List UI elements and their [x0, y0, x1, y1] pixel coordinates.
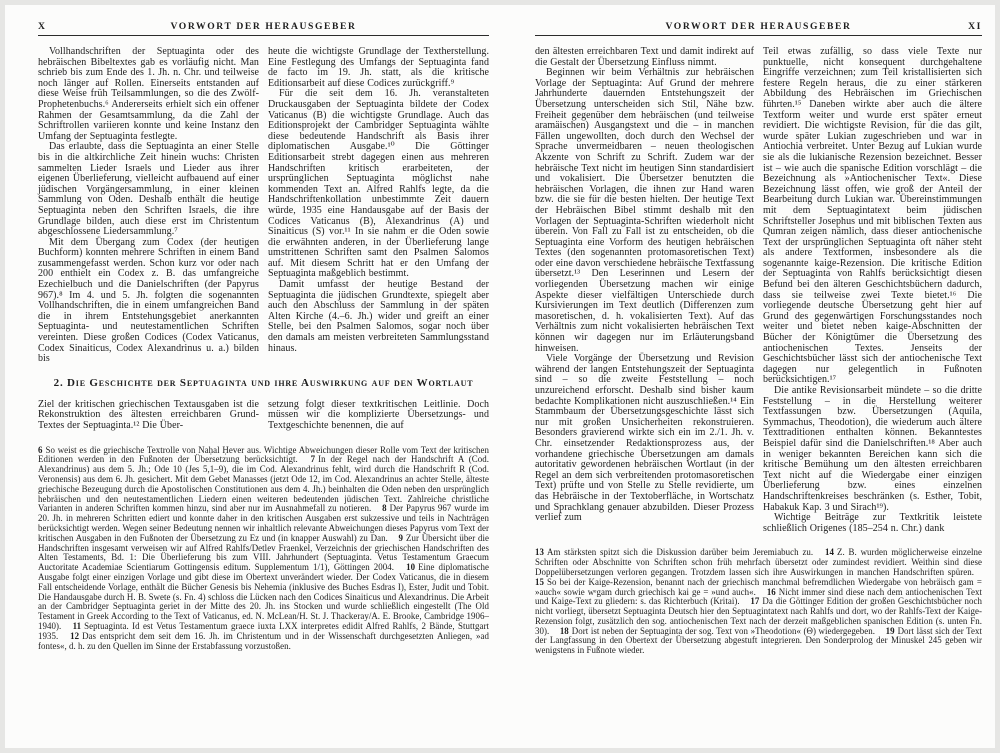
footnote-text: Zur Übersicht über die Handschriften insgesamt verweisen wir auf Alfred Rahlfs/Detlev Fraenkel, Verzeichnis der griechischen Handschriften des Alten Testaments, Bd. 1: Die Überlieferung bis zum VIII. Jahrhundert (Septuaginta. Vetus Testamentum Graecum Auctoritate Academiae Scientiarum Gottingensis editum. Supplementum 1/1), Göttingen 2004.: [38, 532, 489, 573]
footnote-text: So weist es die griechische Textrolle von Naḥal Ḥever aus. Wichtige Abweichungen dieser Rolle vom Text der kritischen Editionen werden in den Fußnoten der Übersetzung berücksichtigt.: [38, 444, 489, 465]
footnotes-block: [535, 548, 982, 656]
paragraph-continuation: setzung folgt dieser textkritischen Leitlinie. Doch müssen wir die komplizierte Übersetzungs- und Textgeschichte benennen, die auf: [268, 398, 489, 431]
paragraph: Die antike Revisionsarbeit mündete – so die dritte Feststellung – in die Herstellung weiterer Textfassungen bzw. Übersetzungen (Aquila, Symmachus, Theodotion), die wiederum auch ältere Texttraditionen enthalten können. Bekanntestes Beispiel dafür sind die Danielschriften.¹⁸ Aber auch in weniger bekannten Bereichen kann sich die kritische Bemühung um den ältesten erreichbaren Text nicht auf die Wiedergabe einer einzigen Überlieferung bzw. eines einzelnen Handschriftenkreises beschränken (s. Esther, Tobit, Habakuk Kap. 3 und Sirach¹⁹).: [763, 385, 982, 513]
running-header-left: [38, 21, 489, 36]
footnote-text: Da die Göttinger Edition der großen Geschichtsbücher noch nicht vorliegt, übersetzt Septuaginta Deutsch hier den Septuagintatext nach Rahlfs und dort, wo der Rahlfs-Text der Kaige-Rezension folgt, zusätzlich den sog. antiochenischen Text nach der derzeit maßgeblichen spanischen Edition (s. unten Fn. 30).: [535, 596, 982, 636]
text-column-2: [763, 47, 982, 534]
footnote-number: 8: [382, 503, 387, 514]
footnote-text: Eine diplomatische Ausgabe folgt einer einzigen Vorlage und gibt diese im Obertext unverändert wieder. Der Codex Vaticanus, die in diesem Fall entscheidende Vorlage, enthält die Bücher Genesis bis Nehemia (inklusive des Buches Esdras I), Ester, Judit und Tobit. Die Handausgabe durch H. B. Swete (s. Fn. 4) schloss die Lücken nach den Codices Sinaiticus und Alexandrinus. Die Arbeit an der Cambridger Septuaginta geriet in der Mitte des 20. Jh. ins Stocken und wurde schließlich eingestellt (The Old Testament in Greek According to the Text of Vaticanus, ed. N. McLean/H. St. J. Thackeray/A. E. Brooke, Cambridge 1906–1940).: [38, 562, 489, 631]
footnote-number: 11: [72, 620, 82, 631]
text-column-1: [535, 47, 754, 534]
paragraph: Viele Vorgänge der Übersetzung und Revision während der langen Entstehungszeit der Septuaginta sind – so die zweite Feststellung – noch unzureichend erforscht. Deshalb sind bisher kaum bedachte Komplikationen nicht auszuschließen.¹⁴ Ein Stammbaum der Übersetzungsgeschichte lässt sich nur mit großen Unsicherheiten rekonstruieren. Besonders gravierend wirkte sich ein im 2./1. Jh. v. Chr. einsetzender Redaktionsprozess aus, der vorhandene griechische Übersetzungen am damals autoritativ gewordenen hebräischen Wortlaut (in der Regel an dem sich verbreitenden protomasoretischen Text) prüfte und von Stelle zu Stelle revidierte, um das Hebräische in der Textoberfläche, in Wortschatz und Sprachklang genauer abzubilden. Dieser Prozess verlief zum: [535, 353, 754, 524]
page-x: [5, 5, 500, 748]
paragraph: Für die seit dem 16. Jh. veranstalteten Druckausgaben der Septuaginta bildete der Codex Vaticanus (B) die wichtigste Grundlage. Auch das Editionsprojekt der Cambridger Septuaginta wählte diese bedeutende Handschrift als Basis ihrer diplomatischen Ausgabe.¹⁰ Die Göttinger Editionsarbeit strebt dagegen einen aus mehreren Handschriften kritisch erarbeiteten, der ursprünglichen Septuaginta möglichst nahe kommenden Text an. Alfred Rahlfs legte, da die Handschriftenkollation unbestimmte Zeit dauern würde, 1935 eine Handausgabe auf der Basis der Codices Vaticanus (B), Alexandrinus (A) und Sinaiticus (S) vor.¹¹ In sie nahm er die Oden sowie die erwähnten anderen, in der Überlieferung lange umstrittenen Schriften samt den Psalmen Salomos auf. Mit diesem Schritt hat er den Umfang der Septuaginta maßgeblich bestimmt.: [268, 88, 489, 280]
footnote-text: Am stärksten spitzt sich die Diskussion darüber beim Jeremiabuch zu.: [546, 547, 814, 558]
paragraph: Beginnen wir beim Verhältnis zur hebräischen Vorlage der Septuaginta: Auf Grund der mehrere Jahrhunderte dauernden Entstehungszeit der Übersetzung unterscheiden sich Stil, Nähe bzw. Freiheit gegenüber dem hebräischen (und teilweise aramäischen) Ausgangstext und die – in manchen Fällen ungewollten, doch durch den Wechsel der Sprache unvermeidbaren – neuen theologischen Akzente von Schrift zu Schrift. Zudem war der hebräische Text nicht im heutigen Sinn standardisiert und vokalisiert. Die Übersetzer benutzten die hebräischen Vorlagen, die ihnen zur Hand waren bzw. die sie für die besten hielten. Der heutige Text der Hebräischen Bibel stimmt deshalb mit den Vorlagen der Septuaginta-Schriften wiederholt nicht überein. Von Fall zu Fall ist zu entscheiden, ob die Septuaginta eine Vorform des heutigen hebräischen Textes (den sogenannten protomasoretischen Text) oder eine davon verschiedene hebräische Textfassung übersetzt.¹³ Den Leserinnen und Lesern der vorliegenden Übersetzung machen wir einige Aspekte dieser vielfältigen Unterschiede durch Kursivierungen im Text deutlich (Differenzen zum masoretischen, d. h. vokalisierten Text). Auf das Verhältnis zum nicht vokalisierten hebräischen Text können wir dagegen nur im Erläuterungsband hinweisen.: [535, 67, 754, 354]
footnote: [535, 547, 813, 557]
paragraph: Das erlaubte, dass die Septuaginta an einer Stelle bis in die altkirchliche Zeit hinein wuchs: Christen sammelten Lieder Israels und Lieder aus ihrer eigenen Überlieferung, vielleicht aufbauend auf einer jüdischen Vorgängersammlung, in einer kleinen Sammlung von Oden. Deshalb enthält die heutige Septuaginta neben den Schriften Israels, die ihre Grundlage bilden, auch diese erst im Christentum abgeschlossene Liedersammlung.⁷: [38, 141, 259, 238]
paragraph: Damit umfasst der heutige Bestand der Septuaginta die jüdischen Grundtexte, spiegelt aber auch den Abschluss der Sammlung in der späten Alten Kirche (4.–6. Jh.) wider und greift an einer Stelle, bei den Psalmen Salomos, sogar noch über den damals am meisten verbreiteten Sammlungsstand hinaus.: [268, 279, 489, 354]
text-column-2: [268, 47, 489, 365]
paragraph-continuation: heute die wichtigste Grundlage der Textherstellung. Eine Festlegung des Umfangs der Septuaginta fand de facto im 19. Jh. statt, als die kritische Editionsarbeit auf diese Codices zurückgriff.⁹: [268, 46, 489, 89]
footnote-number: 9: [398, 532, 404, 543]
footnote-number: 14: [825, 547, 834, 558]
page-number: XI: [968, 21, 982, 32]
paragraph: Vollhandschriften der Septuaginta oder des hebräischen Bibeltextes gab es vorläufig nicht. Man schrieb bis zum Ende des 1. Jh. n. Chr. und teilweise noch länger auf Rollen. Einerseits entstanden auf diese Weise früh Teilsammlungen, so die des Zwölf-Prophetenbuchs.⁶ Andererseits erhielt sich ein offener Rahmen der Gesamtsammlung, da die Zahl der Schriftrollen variieren konnte und keine Instanz den Umfang der Septuaginta festlegte.: [38, 46, 259, 142]
footnote-text: Der Papyrus 967 wurde im 20. Jh. in mehreren Schritten ediert und konnte daher in den kritischen Ausgaben erst sukzessive und teils in Nachträgen berücksichtigt werden. Wegen seiner Bedeutung nennen wir inhaltlich relevante Abweichungen dieses Papyrus vom Text der kritischen Ausgaben in den Fußnoten der Übersetzung zu Ez und (in knapper Auswahl) zu Dan.: [38, 503, 489, 543]
running-title: VORWORT DER HERAUSGEBER: [665, 21, 852, 32]
footnote-number: 13: [535, 547, 544, 558]
footnote-number: 19: [885, 625, 895, 636]
footnote-number: 18: [559, 625, 569, 636]
text-column-1: [38, 47, 259, 365]
section-columns: [38, 400, 489, 432]
paragraph: Ziel der kritischen griechischen Textausgaben ist die Rekonstruktion des ältesten erreichbaren Grund-Textes der Septuaginta.¹² Die Über-: [38, 398, 259, 431]
footnote-number: 12: [70, 630, 80, 641]
page-xi: [500, 5, 995, 748]
footnote: [38, 631, 489, 651]
footnote: [560, 626, 875, 636]
footnote-text: Z. B. wurden möglicherweise einzelne Schriften oder Abschnitte von Schriften schon früh mehrfach übersetzt oder zumindest revidiert. Weithin sind diese Doppelübersetzungen verloren gegangen. Trotzdem lassen sich ihre Auswirkungen in manchen Handschriften spüren.: [535, 547, 982, 577]
paragraph: Wichtige Beiträge zur Textkritik leistete schließlich Origenes (185–254 n. Chr.) dank: [763, 512, 982, 534]
footnote-text: Das entspricht dem seit dem 16. Jh. im Christentum und in der Wissenschaft durchgesetzten Anliegen, »ad fontes«, d. h. zu den Quellen im Sinne der Erstabfassung vorzustoßen.: [38, 630, 489, 651]
footnote-text: In der Regel nach der Handschrift A (Cod. Alexandrinus) aus dem 5. Jh.; Ode 10 (Jes 5,1–9), die im Cod. Alexandrinus fehlt, wird durch die Handschrift R (Cod. Veronensis) aus dem 6. Jh. gesichert. Mit dem Gebet Manasses (jetzt Ode 12, im Cod. Alexandrinus an achter Stelle, älteste griechische Bezeugung durch die Apostolischen Constitutionen aus dem 4. Jh.) beinhalten die Oden neben den ursprünglich hebräischen und den neutestamentlichen Liedern einen weiteren bedeutenden jüdischen Text. Zahlreiche christliche Varianten in anderen Schriften kommen hinzu, sind aber nur im Ausnahmefall zu notieren.: [38, 454, 489, 514]
footnote-text: Nicht immer sind diese nach dem antiochenischen Text und Kaige-Text zu gliedern: s. das Richterbuch (Kritai).: [535, 586, 983, 607]
paragraph-continuation: Teil etwas zufällig, so dass viele Texte nur punktuelle, nicht konsequent durchgehaltene Eingriffe verzeichnen; zum Teil kristallisierten sich festere Regeln heraus, die zu einer stärkeren Abbildung des Hebräischen im Griechischen führten.¹⁵ Daneben wirkte aber auch die ältere Textform weiter und wurde erst später erneut revidiert. Die wichtigste Revision, für die das gilt, wurde später Lukian zugeschrieben und war in Antiochia verbreitet. Unter Bezug auf Lukian wurde sie als die lukianische Rezension bezeichnet. Besser ist – wie auch die spanische Edition vorschlägt – die Bezeichnung als »Antiochenischer Text«. Diese Bezeichnung lässt offen, wie groß der Anteil der Bearbeitung durch Lukian war. Übereinstimmungen mit dem Septuagintatext beim jüdischen Schriftsteller Josephus und mit biblischen Texten aus Qumran zeigen nämlich, dass dieser antiochenische Text der ursprünglichen Septuaginta oft näher steht als andere Textformen, insbesondere als die sogenannte kaige-Rezension. Die kritische Edition der Septuaginta von Rahlfs berücksichtigt diesen Befund bei den älteren Geschichtsbüchern dadurch, dass sie teilweise zwei Texte bietet.¹⁶ Die vorliegende deutsche Übersetzung geht hier auf Grund des gegenwärtigen Forschungsstandes noch weiter und bietet neben kaige-Abschnitten der Bücher der Königtümer die Übersetzung des antiochenischen Textes. Jenseits der Geschichtsbücher lässt sich der antiochenische Text dagegen nur gelegentlich in Fußnoten berücksichtigen.¹⁷: [763, 46, 982, 386]
scanned-page-spread: [5, 5, 995, 748]
page-number: X: [38, 21, 47, 32]
footnote-number: 15: [535, 576, 544, 587]
footnote-number: 16: [766, 586, 776, 597]
body-columns: [38, 47, 489, 365]
footnote-text: Dort lässt sich der Text der Langfassung in den Obertext der Übersetzung abgestuft integrieren. Den Sonderprolog der Minuskel 245 geben wir wenigstens in Fußnote wieder.: [535, 625, 982, 656]
footnote-text: So bei der Kaige-Rezension, benannt nach der griechisch manchmal befremdlichen Wiedergabe von hebräisch gam = »auch« sowie wᵉgam durch griechisch kai ge = »und auch«.: [535, 576, 982, 597]
paragraph: Mit dem Übergang zum Codex (der heutigen Buchform) konnten mehrere Schriften in einem Band zusammengefasst werden. Schon kurz vor oder nach 200 enthielt ein Codex z. B. das umfangreiche Ezechielbuch und die Danielschriften (der Papyrus 967).⁸ Im 4. und 5. Jh. folgten die sogenannten Vollhandschriften, die in einem umfangreichen Band die in ihrem Entstehungsgebiet anerkannten Septuaginta- und neutestamentlichen Schriften vereinten. Diese großen Codices (Codex Vaticanus, Codex Sinaiticus, Codex Alexandrinus u. a.) bilden bis: [38, 236, 259, 365]
footnote-number: 7: [310, 454, 316, 465]
running-title: VORWORT DER HERAUSGEBER: [170, 21, 357, 32]
footnote-number: 17: [750, 596, 760, 607]
text-column-1: [38, 400, 259, 432]
section-heading: 2. Die Geschichte der Septuaginta und ihre Auswirkung auf den Wortlaut: [53, 376, 474, 389]
footnote-text: Dort ist neben der Septuaginta der sog. Text von »Theodotion« (Θ) wiedergegeben.: [571, 625, 876, 636]
footnote-text: Septuaginta. Id est Vetus Testamentum graece iuxta LXX interpretes edidit Alfred Rahlfs, 2 Bände, Stuttgart 1935.: [38, 620, 489, 641]
running-header-right: [535, 21, 982, 36]
footnote-number: 6: [38, 444, 43, 455]
paragraph-continuation: den ältesten erreichbaren Text und damit indirekt auf die Gestalt der Übersetzung Einfluss nimmt.: [535, 46, 754, 68]
body-columns: [535, 47, 982, 534]
footnote-number: 10: [406, 562, 416, 573]
text-column-2: [268, 400, 489, 432]
footnotes-block: [38, 446, 489, 652]
